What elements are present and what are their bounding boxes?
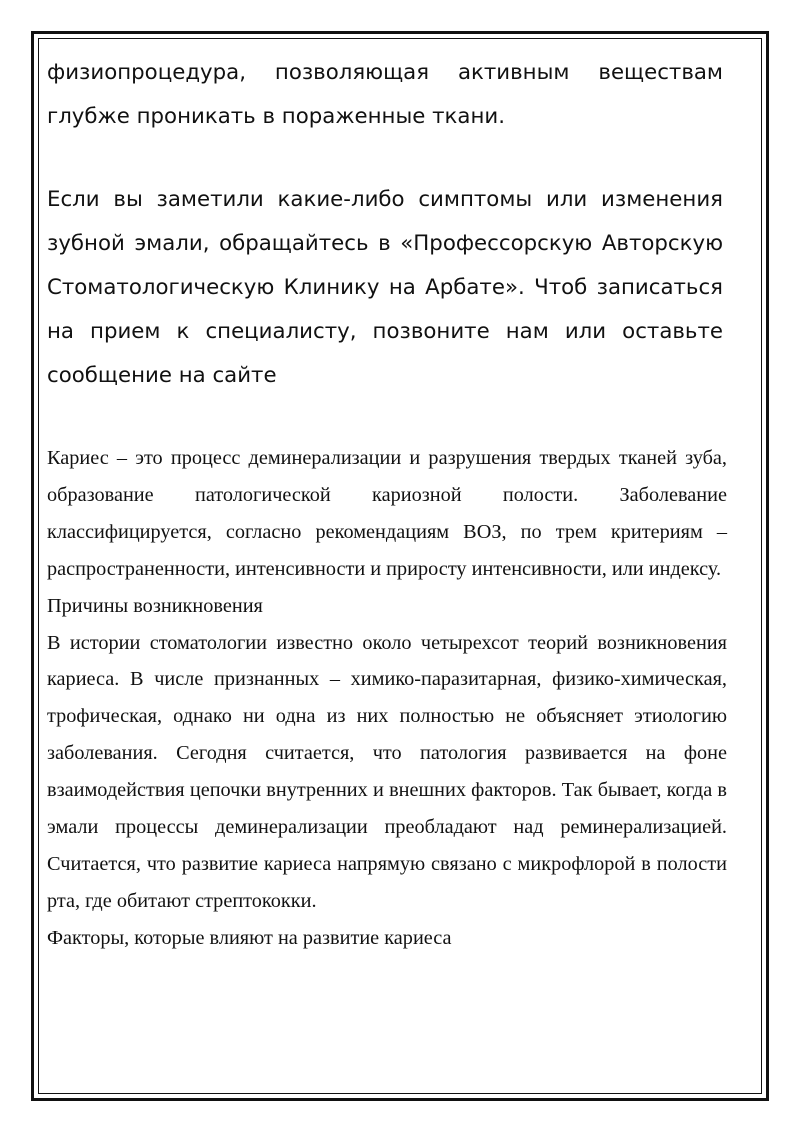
caries-definition: Кариес – это процесс деминерализации и разрушения твердых тканей зуба, образование патологической кариозной полости. Заболевание классифицируется, согласно рекомендациям ВОЗ, по трем критериям – распространенности, интенсивности и приросту интенсивности, или индексу. [47, 447, 727, 580]
intro-paragraph-contact: Если вы заметили какие-либо симптомы или изменения зубной эмали, обращайтесь в «Профессорскую Авторскую Стоматологическую Клинику на Арбате». Чтоб записаться на прием к специалисту, позвоните нам или оставьте сообщение на сайте [47, 187, 723, 388]
causes-paragraph: В истории стоматологии известно около четырехсот теорий возникновения кариеса. В числе признанных – химико-паразитарная, физико-химическая, трофическая, однако ни одна из них полностью не объясняет этиологию заболевания. Сегодня считается, что патология развивается на фоне взаимодействия цепочки внутренних и внешних факторов. Так бывает, когда в эмали процессы деминерализации преобладают над реминерализацией. Считается, что развитие кариеса напрямую связано с микрофлорой в полости рта, где обитают стрептококки. [47, 631, 727, 912]
article-body [47, 440, 727, 957]
factors-heading: Факторы, которые влияют на развитие кариеса [47, 926, 452, 949]
intro-paragraph-procedure: физиопроцедура, позволяющая активным веществам глубже проникать в пораженные ткани. [47, 60, 723, 129]
causes-heading: Причины возникновения [47, 594, 263, 617]
